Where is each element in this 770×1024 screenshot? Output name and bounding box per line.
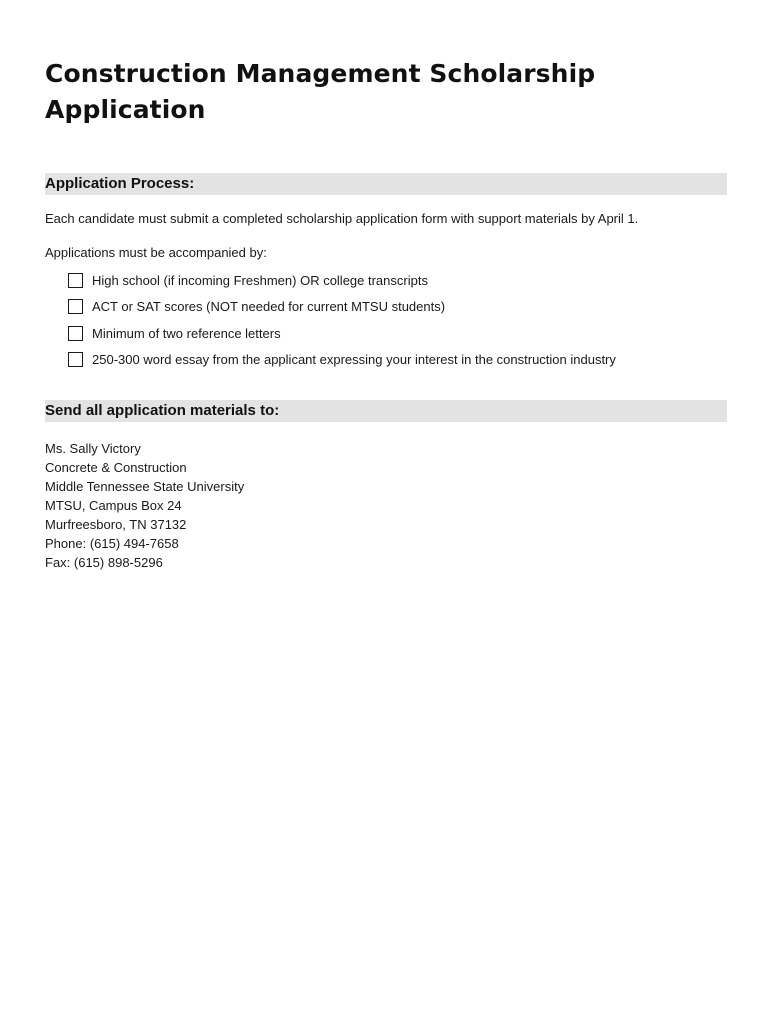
checklist-item — [68, 267, 727, 294]
title-line-2: Application — [45, 95, 206, 124]
send-materials-header: Send all application materials to: — [45, 400, 727, 422]
application-process-header: Application Process: — [45, 173, 727, 195]
requirements-checklist — [45, 267, 727, 373]
checklist-item — [68, 347, 727, 374]
checkbox[interactable] — [68, 273, 83, 288]
checklist-item-label: Minimum of two reference letters — [92, 325, 281, 341]
address-line: MTSU, Campus Box 24 — [45, 498, 182, 513]
title-line-1: Construction Management Scholarship — [45, 59, 596, 88]
address-line: Ms. Sally Victory — [45, 441, 141, 456]
checkbox[interactable] — [68, 352, 83, 367]
checklist-item-label: ACT or SAT scores (NOT needed for current MTSU students) — [92, 299, 446, 315]
accompanied-paragraph: Applications must be accompanied by: — [45, 245, 267, 260]
checklist-item — [68, 294, 727, 321]
checkbox[interactable] — [68, 326, 83, 341]
checkbox[interactable] — [68, 299, 83, 314]
address-line: Concrete & Construction — [45, 460, 187, 475]
fax-line: Fax: (615) 898-5296 — [45, 555, 163, 570]
address-line: Middle Tennessee State University — [45, 479, 245, 494]
checklist-item-label: 250-300 word essay from the applicant expressing your interest in the construction industry — [92, 352, 616, 368]
checklist-item-label: High school (if incoming Freshmen) OR college transcripts — [92, 272, 428, 288]
checklist-item — [68, 320, 727, 347]
document-page — [45, 56, 727, 572]
mailing-address — [45, 439, 727, 572]
page-title — [45, 56, 727, 128]
intro-paragraph: Each candidate must submit a completed scholarship application form with support materials by April 1. — [45, 211, 639, 226]
phone-line: Phone: (615) 494-7658 — [45, 536, 179, 551]
address-line: Murfreesboro, TN 37132 — [45, 517, 187, 532]
